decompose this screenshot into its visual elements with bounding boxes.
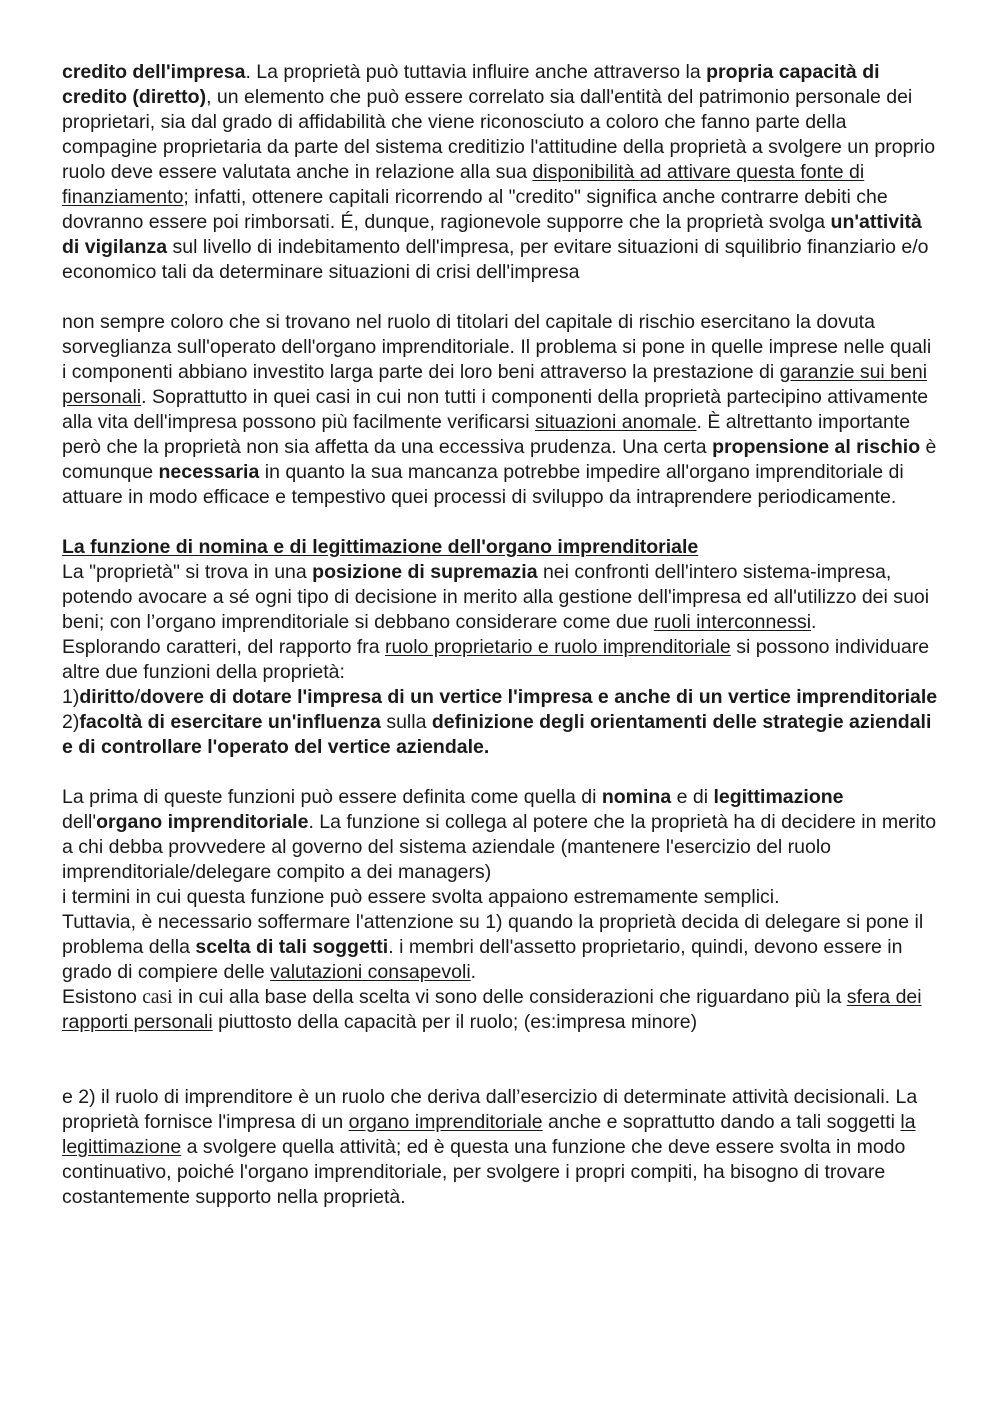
bold-text: propria capacità di credito (diretto) [62,61,880,108]
text: sul livello di indebitamento dell'impresa, per evitare situazioni di squilibrio finanziario e/o economico tali da determinare situazioni di crisi dell'impresa [62,236,929,283]
text: anche e soprattutto dando a tali soggetti [542,1111,901,1133]
list-number: 2) [62,711,80,733]
list-item-1 [62,685,940,710]
bold-text: posizione di supremazia [312,561,538,583]
paragraph-supremacy [62,560,940,635]
underlined-text: garanzie sui beni personali [62,361,928,408]
text: non sempre coloro che si trovano nel ruolo di titolari del capitale di rischio esercitano la dovuta sorveglianza sull'operato dell'organo imprenditoriale. Il problema si pone in quelle imprese nelle quali i componenti abbiano investito larga parte dei loro beni attraverso la prestazione di [62,311,932,383]
text: dell' [62,811,97,833]
underlined-text: organo imprenditoriale [348,1111,543,1133]
bold-text: organo imprenditoriale [96,811,309,833]
text: sulla [380,711,432,733]
spacer [62,510,940,535]
paragraph-two-functions [62,635,940,685]
bold-text: nomina [601,786,672,808]
underlined-text: disponibilità ad attivare questa fonte di finanziamento [62,161,865,208]
text: Esplorando caratteri, del rapporto fra [62,636,386,658]
text: La "proprietà" si trova in una [62,561,313,583]
paragraph-surveillance [62,310,940,510]
spacer [62,760,940,785]
underlined-text: la legittimazione [62,1111,916,1158]
text: . [811,611,817,633]
text: . [470,961,477,983]
paragraph-credit [62,60,940,285]
text: . È altrettanto importante però che la proprietà non sia affetta da una eccessiva prudenza. Una certa [62,411,911,458]
text: in quanto la sua mancanza potrebbe impedire all'organo imprenditoriale di attuare in modo efficace e tempestivo quei processi di sviluppo da intraprendere periodicamente. [62,461,904,508]
text: La prima di queste funzioni può essere definita come quella di [62,786,602,808]
serif-text: casi [142,987,173,1008]
paragraph-delegation [62,910,940,985]
text: Esistono [62,986,143,1008]
paragraph-nomination [62,785,940,885]
bold-text: legittimazione [713,786,844,808]
bold-text: necessaria [158,461,260,483]
document-page [62,60,940,1210]
text: . La funzione si collega al potere che la proprietà ha di decidere in merito a chi debba provvedere al governo del sistema aziendale (mantenere l'esercizio del ruolo imprenditoriale/delegare compito a dei managers) [62,811,937,883]
bold-text: scelta di tali soggetti [195,936,389,958]
bold-text: diritto [79,686,135,708]
text: . Soprattutto in quei casi in cui non tutti i componenti della proprietà partecipino attivamente alla vita dell'impresa possono più facilmente verificarsi [62,386,929,433]
text: e di [671,786,714,808]
bold-text: un'attività di vigilanza [62,211,922,258]
underlined-text: situazioni anomale [535,411,697,433]
paragraph-entrepreneur-role [62,1085,940,1210]
text: nei confronti dell'intero sistema-impresa, potendo avocare a sé ogni tipo di decisione in merito alla gestione dell'impresa ed all'utilizzo dei suoi beni; con l’organo imprenditoriale si debbano considerare come due [62,561,930,633]
text: e 2) il ruolo di imprenditore è un ruolo che deriva dall’esercizio di determinate attività decisionali. La proprietà fornisce l'impresa di un [62,1086,918,1133]
underlined-text: valutazioni consapevoli [270,961,471,983]
bold-text: definizione degli orientamenti delle strategie aziendali e di controllare l'operato del vertice aziendale. [62,711,932,758]
text: , un elemento che può essere correlato sia dall'entità del patrimonio personale dei proprietari, sia dal grado di affidabilità che viene riconosciuto a coloro che fanno parte della compagine proprietaria da parte del sistema creditizio l'attitudine della proprietà a svolgere un proprio ruolo deve essere valutata anche in relazione alla sua [62,86,936,183]
text: . La proprietà può tuttavia influire anche attraverso la [245,61,707,83]
spacer [62,1035,940,1085]
text: in cui alla base della scelta vi sono delle considerazioni che riguardano più la [172,986,847,1008]
paragraph-terms: i termini in cui questa funzione può essere svolta appaiono estremamente semplici. [62,886,780,908]
underlined-text: sfera dei rapporti personali [62,986,922,1033]
bold-text: credito dell'impresa [62,61,246,83]
paragraph-personal-relations [62,985,940,1035]
bold-text: facoltà di esercitare un'influenza [79,711,381,733]
underlined-text: ruolo proprietario e ruolo imprenditoriale [385,636,731,658]
text: Tuttavia, è necessario soffermare l'attenzione su 1) quando la proprietà decida di delegare si pone il problema della [62,911,924,958]
list-item-2 [62,710,940,760]
text: ; infatti, ottenere capitali ricorrendo al "credito" significa anche contrarre debiti che dovranno essere poi rimborsati. É, dunque, ragionevole supporre che la proprietà svolga [62,186,888,233]
spacer [62,285,940,310]
section-heading: La funzione di nomina e di legittimazione dell'organo imprenditoriale [62,536,699,558]
bold-text: propensione al rischio [712,436,921,458]
underlined-text: ruoli interconnessi [653,611,812,633]
bold-text: dovere di dotare l'impresa di un vertice l'impresa e anche di un vertice imprenditoriale [140,686,938,708]
text: . i membri dell'assetto proprietario, quindi, devono essere in grado di compiere delle [62,936,903,983]
list-number: 1) [62,686,80,708]
text: / [134,686,140,708]
text: a svolgere quella attività; ed è questa una funzione che deve essere svolta in modo continuativo, poiché l'organo imprenditoriale, per svolgere i propri compiti, ha bisogno di trovare costantemente supporto nella proprietà. [62,1136,906,1208]
text: è comunque [62,436,937,483]
text: si possono individuare altre due funzioni della proprietà: [62,636,930,683]
text: piuttosto della capacità per il ruolo; (es:impresa minore) [212,1011,698,1033]
